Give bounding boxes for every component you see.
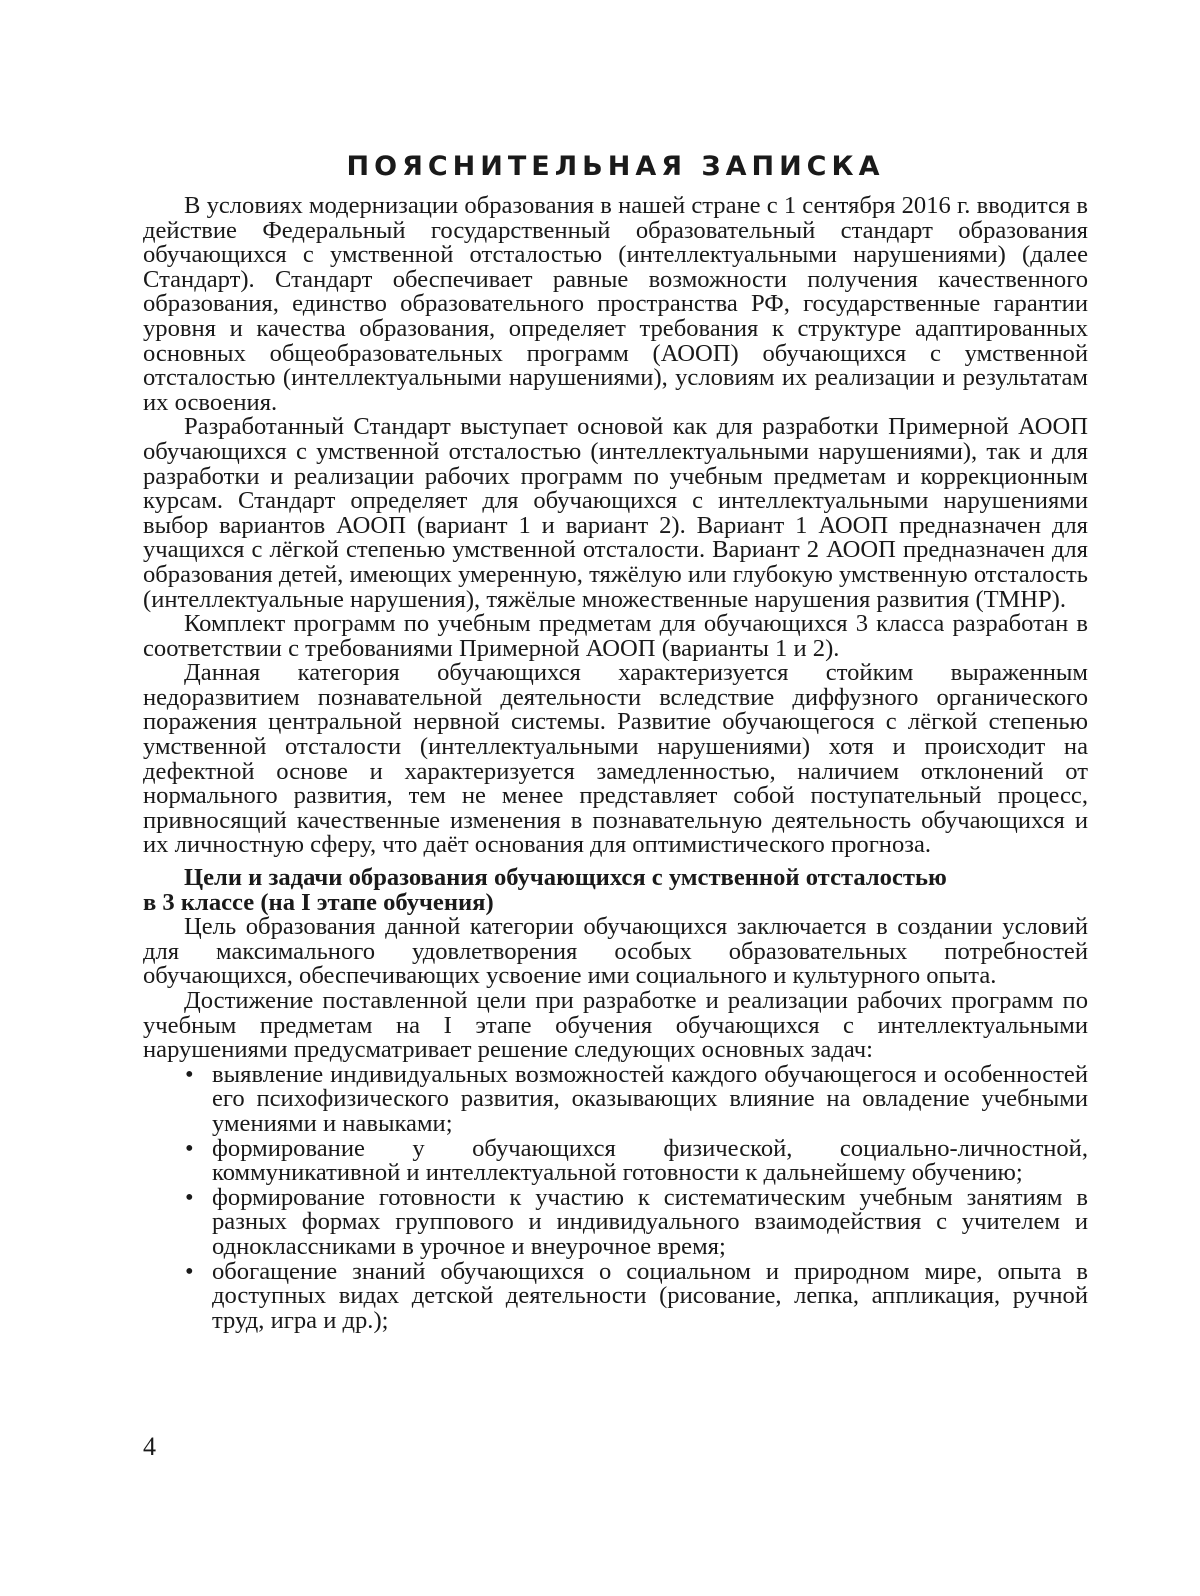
paragraph-intro: В условиях модернизации образования в нашей стране с 1 сентября 2016 г. вводится в действие Федеральный государственный образовательный стандарт образования обучающихся с умственной отсталостью (интеллектуальными нарушениями) (далее Стандарт). Стандарт обеспечивает равные возможности получения качественного образования, единство образовательного пространства РФ, государственные гарантии уровня и качества образования, определяет требования к структуре адаптированных основных общеобразовательных программ (АООП) обучающихся с умственной отсталостью (интеллектуальными нарушениями), условиям их реализации и результатам их освоения. [143,192,1088,416]
paragraph-category: Данная категория обучающихся характеризуется стойким выраженным недоразвитием познавательной деятельности вследствие диффузного органического поражения центральной нервной системы. Развитие обучающегося с лёгкой степенью умственной отсталости (интеллектуальными нарушениями) хотя и происходит на дефектной основе и характеризуется замедленностью, наличием отклонений от нормального развития, тем не менее представляет собой поступательный процесс, привносящий качественные изменения в познавательную деятельность обучающихся и их личностную сферу, что даёт основания для оптимистического прогноза. [143,659,1088,859]
list-item [185,1134,1088,1187]
bullet-icon: • [185,1134,194,1162]
paragraph-standard: Разработанный Стандарт выступает основой как для разработки Примерной АООП обучающихся с умственной отсталостью (интеллектуальными нарушениями), так и для разработки и реализации рабочих программ по учебным предметам и коррекционным курсам. Стандарт определяет для обучающихся с интеллектуальными нарушениями выбор вариантов АООП (вариант 1 и вариант 2). Вариант 1 АООП предназначен для учащихся с лёгкой степенью умственной отсталости. Вариант 2 АООП предназначен для образования детей, имеющих умеренную, тяжёлую или глубокую умственную отсталость (интеллектуальные нарушения), тяжёлые множественные нарушения развития (ТМНР). [143,413,1088,613]
paragraph-tasks-intro: Достижение поставленной цели при разработке и реализации рабочих программ по учебным предметам на I этапе обучения обучающихся с интеллектуальными нарушениями предусматривает решение следующих основных задач: [143,987,1088,1064]
section-heading-line-2: в 3 классе (на I этапе обучения) [143,888,494,916]
bullet-icon: • [185,1060,194,1088]
tasks-list [143,1060,1088,1334]
bullet-icon: • [185,1183,194,1211]
list-item [185,1183,1088,1260]
paragraph-program-set: Комплект программ по учебным предметам для обучающихся 3 класса разработан в соответствии с требованиями Примерной АООП (варианты 1 и 2). [143,610,1088,662]
list-item-text: формирование у обучающихся физической, социально-личностной, коммуникативной и интеллектуальной готовности к дальнейшему обучению; [212,1134,1088,1187]
paragraph-goal: Цель образования данной категории обучающихся заключается в создании условий для максимального удовлетворения особых образовательных потребностей обучающихся, обеспечивающих усвоение ими социального и культурного опыта. [143,913,1088,990]
page-number: 4 [143,1432,156,1461]
bullet-icon: • [185,1257,194,1285]
section-heading-line-1: Цели и задачи образования обучающихся с умственной отсталостью [184,864,947,892]
list-item-text: формирование готовности к участию к систематическим учебным занятиям в разных формах группового и индивидуального взаимодействия с учителем и одноклассниками в урочное и внеурочное время; [212,1183,1088,1260]
list-item [185,1060,1088,1137]
list-item [185,1257,1088,1334]
section-heading [143,866,1088,915]
page-title: ПОЯСНИТЕЛЬНАЯ ЗАПИСКА [346,151,885,182]
list-item-text: выявление индивидуальных возможностей каждого обучающегося и особенностей его психофизического развития, оказывающих влияние на овладение учебными умениями и навыками; [212,1060,1088,1137]
list-item-text: обогащение знаний обучающихся о социальном и природном мире, опыта в доступных видах детской деятельности (рисование, лепка, аппликация, ручной труд, игра и др.); [212,1257,1088,1334]
document-page [143,140,1088,1333]
